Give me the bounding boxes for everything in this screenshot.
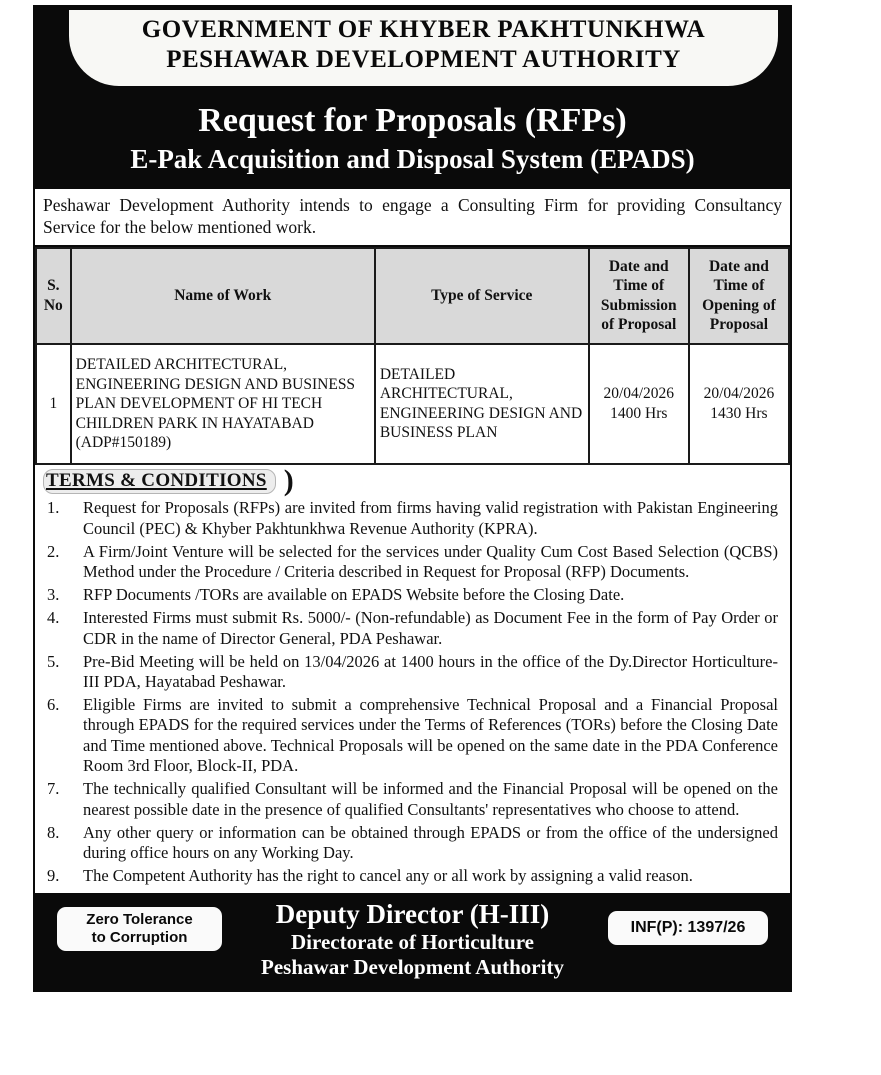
notice-footer — [35, 893, 790, 990]
authority-name: PESHAWAR DEVELOPMENT AUTHORITY — [166, 45, 681, 73]
col-header-submission: Date and Time of Submission of Proposal — [589, 248, 689, 344]
notice-title: Request for Proposals (RFPs) — [198, 102, 627, 139]
col-header-sno: S. No — [36, 248, 71, 344]
cell-opening-datetime — [689, 344, 789, 464]
term-number: 6. — [47, 694, 60, 714]
directorate-name: Directorate of Horticulture — [291, 929, 534, 954]
col-header-opening: Date and Time of Opening of Proposal — [689, 248, 789, 344]
term-item-1 — [39, 498, 786, 539]
zero-tolerance-badge — [57, 907, 222, 951]
opening-date: 20/04/2026 — [703, 385, 775, 403]
term-item-4 — [39, 608, 786, 649]
authority-footer-name: Peshawar Development Authority — [261, 954, 564, 979]
term-number: 3. — [47, 585, 60, 605]
submission-date: 20/04/2026 — [603, 385, 675, 403]
terms-section — [35, 465, 790, 893]
cell-submission-datetime — [589, 344, 689, 464]
term-text: Interested Firms must submit Rs. 5000/- (Non-refundable) as Document Fee in the form of Pay Order or CDR in the name of Director General, PDA Peshawar. — [83, 608, 778, 648]
term-text: Request for Proposals (RFPs) are invited from firms having valid registration with Pakistan Engineering Council (PEC) & Khyber Pakhtunkhwa Revenue Authority (KPRA). — [83, 498, 778, 538]
term-text: Pre-Bid Meeting will be held on 13/04/2026 at 1400 hours in the office of the Dy.Director Horticulture-III PDA, Hayatabad Peshawar. — [83, 651, 778, 691]
cell-name-of-work: DETAILED ARCHITECTURAL, ENGINEERING DESIGN AND BUSINESS PLAN DEVELOPMENT OF HI TECH CHILDREN PARK IN HAYATABAD (ADP#150189) — [71, 344, 375, 464]
term-number: 7. — [47, 779, 60, 799]
term-text: The technically qualified Consultant will be informed and the Financial Proposal will be opened on the nearest possible date in the presence of qualified Consultants' representatives who choose to attend. — [83, 779, 778, 819]
government-name: GOVERNMENT OF KHYBER PAKHTUNKHWA — [141, 16, 706, 43]
zero-tolerance-line1: Zero Tolerance — [86, 910, 193, 928]
notice-header — [35, 7, 790, 189]
term-text: The Competent Authority has the right to cancel any or all work by assigning a valid reason. — [83, 866, 693, 886]
term-number: 5. — [47, 651, 60, 671]
submission-time: 1400 Hrs — [610, 404, 668, 422]
term-item-7 — [39, 779, 786, 820]
cell-type-of-service: DETAILED ARCHITECTURAL, ENGINEERING DESIGN AND BUSINESS PLAN — [375, 344, 589, 464]
terms-heading: TERMS & CONDITIONS — [43, 469, 276, 494]
term-number: 9. — [47, 866, 60, 886]
authority-banner — [69, 10, 778, 86]
table-header-row — [36, 248, 789, 344]
term-number: 2. — [47, 541, 60, 561]
intro-paragraph: Peshawar Development Authority intends to engage a Consulting Firm for providing Consultancy Service for the below mentioned work. — [35, 189, 790, 247]
cell-sno: 1 — [36, 344, 71, 464]
term-text: Any other query or information can be obtained through EPADS or from the office of the undersigned during office hours on any Working Day. — [83, 822, 778, 863]
term-number: 4. — [47, 608, 60, 628]
signatory-title: Deputy Director (H-III) — [275, 898, 550, 929]
term-item-8 — [39, 823, 786, 864]
col-header-type-of-service: Type of Service — [375, 248, 589, 344]
term-number: 1. — [47, 498, 60, 518]
term-text: RFP Documents /TORs are available on EPADS Website before the Closing Date. — [83, 585, 625, 605]
term-item-6 — [39, 695, 786, 777]
terms-heading-row — [39, 464, 786, 498]
opening-time: 1430 Hrs — [710, 404, 768, 422]
term-item-2 — [39, 542, 786, 583]
table-row — [36, 344, 789, 464]
tender-notice — [33, 5, 792, 992]
bracket-decoration: ) — [283, 464, 294, 498]
zero-tolerance-line2: to Corruption — [91, 928, 188, 946]
inf-number-badge: INF(P): 1397/26 — [608, 911, 768, 945]
term-item-3 — [39, 585, 786, 605]
term-number: 8. — [47, 822, 60, 842]
col-header-name-of-work: Name of Work — [71, 248, 375, 344]
term-text: Eligible Firms are invited to submit a comprehensive Technical Proposal and a Financial Proposal through EPADS for the required services under the Terms of References (TORs) before the Closing Date and Time mentioned above. Technical Proposals will be opened on the same date in the PDA Conference Room 3rd Floor, Block-II, PDA. — [83, 694, 778, 776]
term-item-9 — [39, 866, 786, 886]
notice-subtitle: E-Pak Acquisition and Disposal System (EPADS) — [130, 144, 695, 175]
term-item-5 — [39, 652, 786, 693]
work-table — [35, 247, 790, 465]
term-text: A Firm/Joint Venture will be selected for the services under Quality Cum Cost Based Selection (QCBS) Method under the Procedure / Criteria described in Request for Proposal (RFP) Documents. — [83, 541, 778, 582]
